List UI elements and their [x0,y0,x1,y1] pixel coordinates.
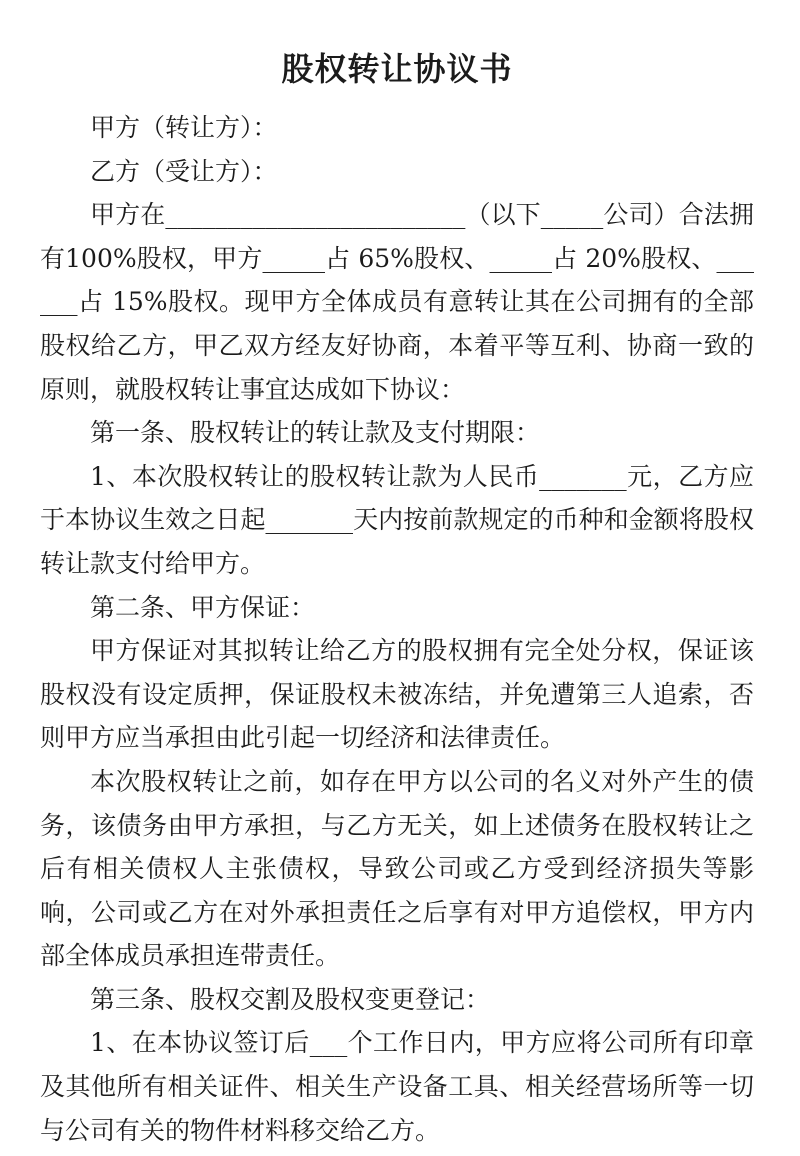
paragraph-preamble: 甲方在________________________（以下_____公司）合法拥有100%股权，甲方_____占 65%股权、_____占 20%股权、______占 15%股权。现甲方全体成员有意转让其在公司拥有的全部股权给乙方，甲乙双方经友好协商，本着平等互利、协商一致的原则，就股权转让事宜达成如下协议： [40,200,754,404]
heading-article-1: 第一条、股权转让的转让款及支付期限： [90,418,541,448]
heading-article-2: 第二条、甲方保证： [90,592,316,622]
paragraph-article-1-item-1: 1、本次股权转让的股权转让款为人民币_______元，乙方应于本协议生效之日起_______天内按前款规定的币种和金额将股权转让款支付给甲方。 [40,461,754,578]
document-title: 股权转让协议书 [281,50,513,88]
heading-article-3: 第三条、股权交割及股权变更登记： [90,984,491,1014]
paragraph-party-a: 甲方（转让方）： [90,113,278,142]
paragraph-article-2-clause-2: 本次股权转让之前，如存在甲方以公司的名义对外产生的债务，该债务由甲方承担，与乙方无关，如上述债务在股权转让之后有相关债权人主张债权，导致公司或乙方受到经济损失等影响，公司或乙方在对外承担责任之后享有对甲方追偿权，甲方内部全体成员承担连带责任。 [40,766,754,971]
paragraph-party-b: 乙方（受让方）： [90,156,278,186]
paragraph-article-2-clause-1: 甲方保证对其拟转让给乙方的股权拥有完全处分权，保证该股权没有设定质押，保证股权未被冻结，并免遭第三人追索，否则甲方应当承担由此引起一切经济和法律责任。 [40,636,754,753]
paragraph-article-3-item-1: 1、在本协议签订后___个工作日内，甲方应将公司所有印章及其他所有相关证件、相关生产设备工具、相关经营场所等一切与公司有关的物件材料移交给乙方。 [40,1028,754,1145]
